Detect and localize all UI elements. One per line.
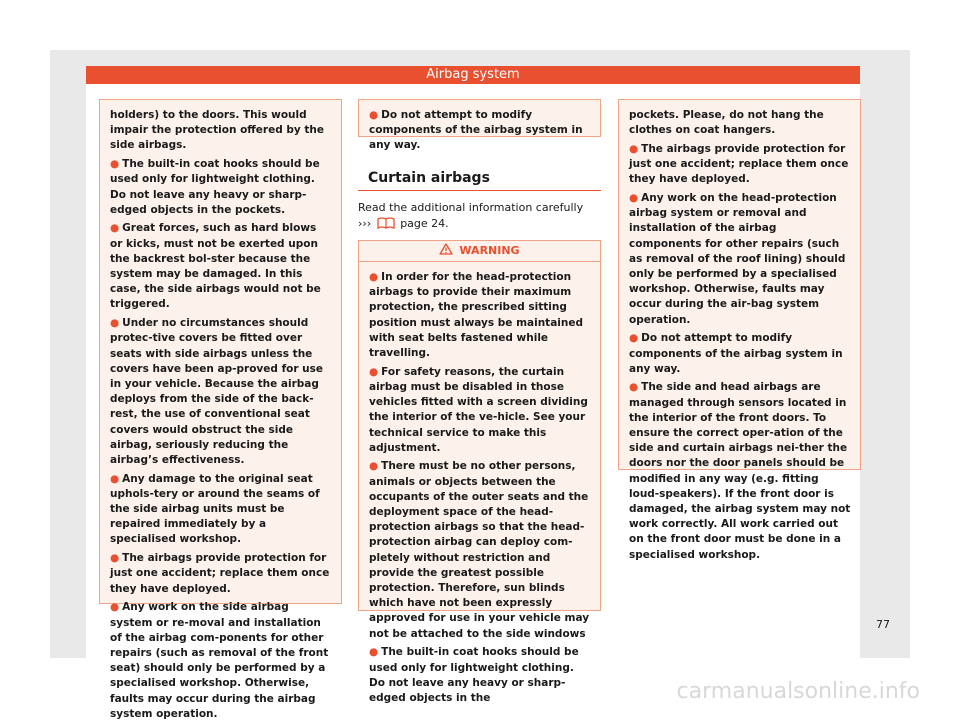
warning-bullet-item: ● For safety reasons, the curtain airbag must be disabled in those vehicles fitted with a screen dividing the interior of the ve-hicle. See your technical service to make this adjustment.	[369, 365, 588, 454]
col2-bullet-item: ● Do not attempt to modify components of the airbag system in any way.	[369, 109, 583, 152]
bullet-icon: ●	[369, 460, 379, 473]
warning-bullet-item: ● In order for the head-protection airbags to provide their maximum protection, the prescribed sitting position must always be maintained with seat belts fastened while travelling.	[369, 271, 583, 360]
warning-bullet-item: ● The built-in coat hooks should be used only for lightweight clothing. Do not leave any heavy or sharp-edged objects in the	[369, 646, 579, 704]
bullet-icon: ●	[629, 381, 639, 394]
col1-bullet-item: ● The built-in coat hooks should be used only for lightweight clothing. Do not leave any heavy or sharp-edged objects in the pockets.	[110, 158, 320, 216]
watermark: carmanualsonline.info	[676, 679, 920, 704]
column1-note-box	[99, 99, 342, 720]
header-title: Airbag system	[426, 67, 520, 82]
warning-box	[358, 240, 601, 704]
column2-top-box	[358, 99, 601, 152]
bullet-icon: ●	[110, 472, 120, 485]
warning-bullet-item: ● There must be no other persons, animals or objects between the occupants of the outer seats and the deployment space of the head-protection airbags so that the head-protection airbag can deploy com-pletely without restriction and provide the greatest possible protection. Therefore, sun blinds which have not been expressly approved for use in your vehicle may not be attached to the side windows	[369, 460, 590, 640]
col3-bullet-item: ● The airbags provide protection for just one accident; replace them once they have deployed.	[629, 142, 849, 186]
bullet-icon: ●	[629, 142, 639, 155]
bullet-icon: ●	[110, 552, 120, 565]
bullet-icon: ●	[110, 158, 120, 171]
link-arrows[interactable]: ›››	[358, 217, 372, 230]
col1-paragraph: holders) to the doors. This would impair the protection offered by the side airbags.	[110, 109, 325, 152]
bullet-icon: ●	[369, 271, 379, 283]
warning-triangle-icon	[439, 243, 453, 259]
page-header	[86, 66, 860, 84]
section-title: Curtain airbags	[368, 170, 490, 186]
column3-note-box	[618, 99, 861, 561]
col3-bullet-item: ● Do not attempt to modify components of the airbag system in any way.	[629, 332, 843, 375]
bullet-icon: ●	[369, 646, 379, 659]
page-number: 77	[876, 618, 890, 631]
bullet-icon: ●	[369, 109, 379, 121]
col3-bullet-item: ● The side and head airbags are managed through sensors located in the interior of the front doors. To ensure the correct oper-ation of the side and curtain airbags nei-ther the doors nor the door panels should be modified in any way (e.g. fitting loud-speakers). If the front door is damaged, the airbag system may not work correctly. All work carried out on the front door must be done in a specialised workshop.	[629, 381, 851, 561]
page-reference-link[interactable]: page 24.	[400, 217, 449, 230]
bullet-icon: ●	[110, 317, 120, 330]
bullet-icon: ●	[110, 601, 120, 614]
book-reference-icon[interactable]	[377, 217, 395, 234]
col1-bullet-item: ● Any damage to the original seat uphols-tery or around the seams of the side airbag units must be repaired immediately by a specialised workshop.	[110, 472, 320, 546]
col1-bullet-item: ● The airbags provide protection for just one accident; replace them once they have deployed.	[110, 552, 330, 595]
col1-bullet-item: ● Under no circumstances should protec-tive covers be fitted over seats with side airbags unless the covers have been ap-proved for use in your vehicle. Because the airbag deploys from the side of the back-rest, the use of conventional seat covers would obstruct the side airbag, seriously reducing the airbag’s effectiveness.	[110, 317, 324, 466]
section-title-rule	[358, 190, 601, 191]
warning-header	[359, 241, 600, 262]
read-info: Read the additional information carefully ››› page 24.	[358, 200, 601, 234]
bullet-icon: ●	[629, 332, 639, 345]
col1-bullet-item: ● Great forces, such as hard blows or kicks, must not be exerted upon the backrest bol-ster because the system may be damaged. In this case, the side airbags would not be triggered.	[110, 222, 321, 311]
col3-paragraph: pockets. Please, do not hang the clothes on coat hangers.	[629, 109, 824, 137]
col3-bullet-item: ● Any work on the head-protection airbag system or removal and installation of the airbag components for other repairs (such as removal of the roof lining) should only be performed by a specialised workshop. Otherwise, faults may occur during the air-bag system operation.	[629, 192, 846, 326]
bullet-icon: ●	[369, 365, 379, 378]
warning-label: WARNING	[459, 244, 520, 258]
bullet-icon: ●	[110, 222, 120, 235]
bullet-icon: ●	[629, 192, 639, 205]
col1-bullet-item: ● Any work on the side airbag system or re-moval and installation of the airbag com-ponents for other repairs (such as removal of the front seat) should only be performed by a specialised workshop. Otherwise, faults may occur during the airbag system operation.	[110, 601, 329, 720]
